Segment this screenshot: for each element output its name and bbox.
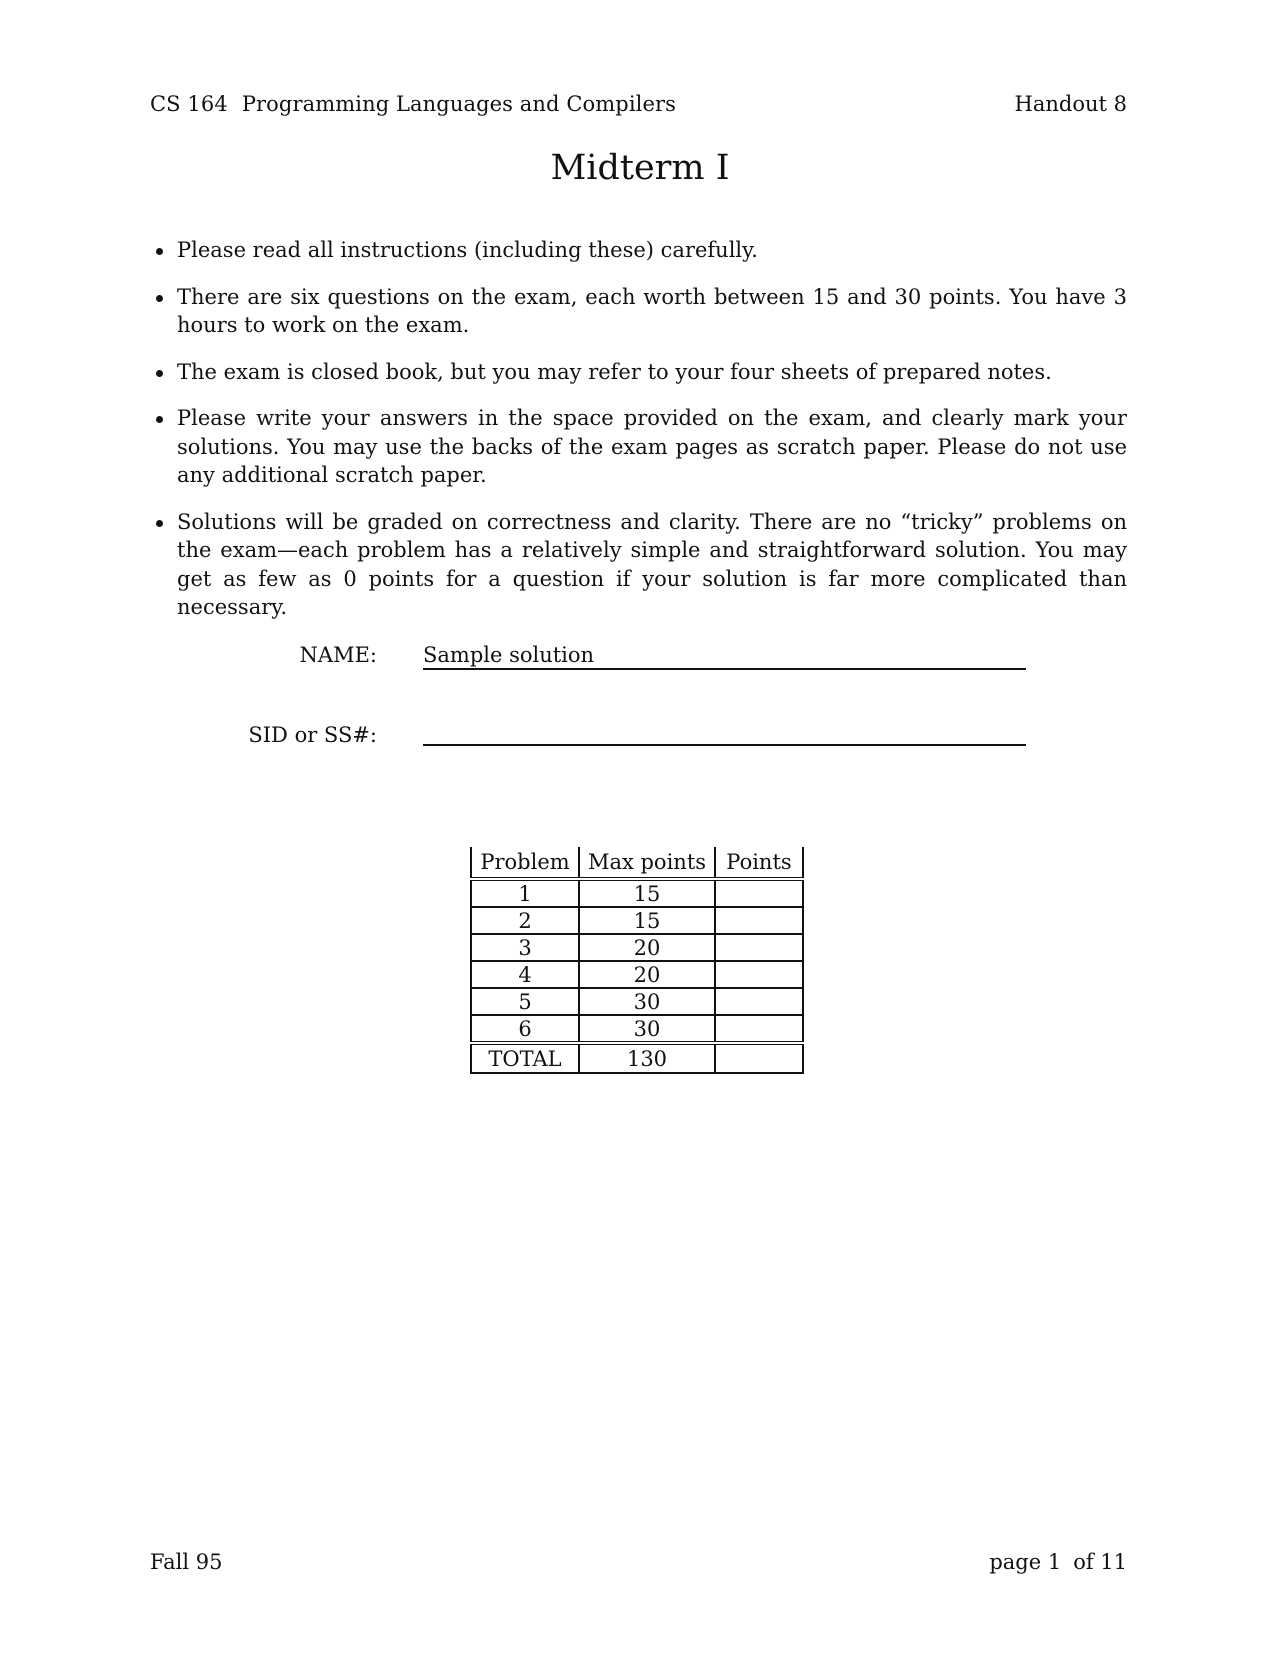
- page-number: [989, 1550, 1127, 1574]
- points-cell[interactable]: [715, 961, 803, 988]
- bullet-icon: [156, 370, 163, 377]
- points-cell[interactable]: [715, 907, 803, 934]
- course-number: CS 164: [150, 92, 228, 116]
- header-max-points: Max points: [579, 847, 715, 879]
- problem-number: 6: [471, 1015, 579, 1043]
- instruction-item: [150, 236, 1127, 265]
- problem-number: 4: [471, 961, 579, 988]
- page-prefix: page 1: [989, 1550, 1062, 1574]
- score-table: [470, 847, 804, 1074]
- total-label: TOTAL: [471, 1043, 579, 1073]
- max-points: 30: [579, 1015, 715, 1043]
- problem-number: 5: [471, 988, 579, 1015]
- max-points: 20: [579, 934, 715, 961]
- points-cell[interactable]: [715, 879, 803, 907]
- instructions-list: [150, 236, 1127, 640]
- points-cell[interactable]: [715, 988, 803, 1015]
- course-name: Programming Languages and Compilers: [241, 92, 677, 116]
- bullet-icon: [156, 248, 163, 255]
- score-table-header: [471, 847, 803, 879]
- points-cell[interactable]: [715, 934, 803, 961]
- problem-number: 2: [471, 907, 579, 934]
- sid-field[interactable]: [423, 718, 1026, 746]
- name-field[interactable]: Sample solution: [423, 642, 1026, 670]
- instruction-text: Please read all instructions (including these) carefully.: [177, 238, 758, 262]
- page-title: Midterm I: [550, 148, 730, 188]
- page-suffix: of 11: [1073, 1550, 1127, 1574]
- problem-number: 1: [471, 879, 579, 907]
- term-label: Fall 95: [150, 1550, 223, 1574]
- bullet-icon: [156, 295, 163, 302]
- sid-label: SID or SS#:: [248, 723, 377, 747]
- max-points: 15: [579, 879, 715, 907]
- header-problem: Problem: [471, 847, 579, 879]
- table-row: [471, 988, 803, 1015]
- instruction-text: The exam is closed book, but you may refer to your four sheets of prepared notes.: [177, 359, 1052, 384]
- table-row: [471, 907, 803, 934]
- instruction-text: Solutions will be graded on correctness and clarity. There are no “tricky” problems on the exam—each problem has a relatively simple and straightforward solution. You may get as few as 0 points for a question if your solution is far more complicated than necessary.: [177, 509, 1127, 619]
- bullet-icon: [156, 520, 163, 527]
- instruction-item: [150, 283, 1127, 340]
- header-points: Points: [715, 847, 803, 879]
- max-points: 20: [579, 961, 715, 988]
- points-cell[interactable]: [715, 1015, 803, 1043]
- name-label: NAME:: [299, 643, 377, 667]
- problem-number: 3: [471, 934, 579, 961]
- total-max-points: 130: [579, 1043, 715, 1073]
- max-points: 15: [579, 907, 715, 934]
- table-row: [471, 879, 803, 907]
- course-header: [150, 92, 676, 116]
- instruction-item: [150, 508, 1127, 622]
- max-points: 30: [579, 988, 715, 1015]
- table-row: [471, 934, 803, 961]
- instruction-item: [150, 358, 1127, 387]
- total-points-cell[interactable]: [715, 1043, 803, 1073]
- table-row: [471, 961, 803, 988]
- table-row: [471, 1015, 803, 1043]
- bullet-icon: [156, 416, 163, 423]
- instruction-text: Please write your answers in the space provided on the exam, and clearly mark your solutions. You may use the backs of the exam pages as scratch paper. Please do not use any additional scratch paper.: [177, 406, 1127, 487]
- instruction-text: There are six questions on the exam, each worth between 15 and 30 points. You have 3 hours to work on the exam.: [177, 284, 1127, 337]
- instruction-item: [150, 404, 1127, 490]
- total-row: [471, 1043, 803, 1073]
- handout-label: Handout 8: [1014, 92, 1127, 116]
